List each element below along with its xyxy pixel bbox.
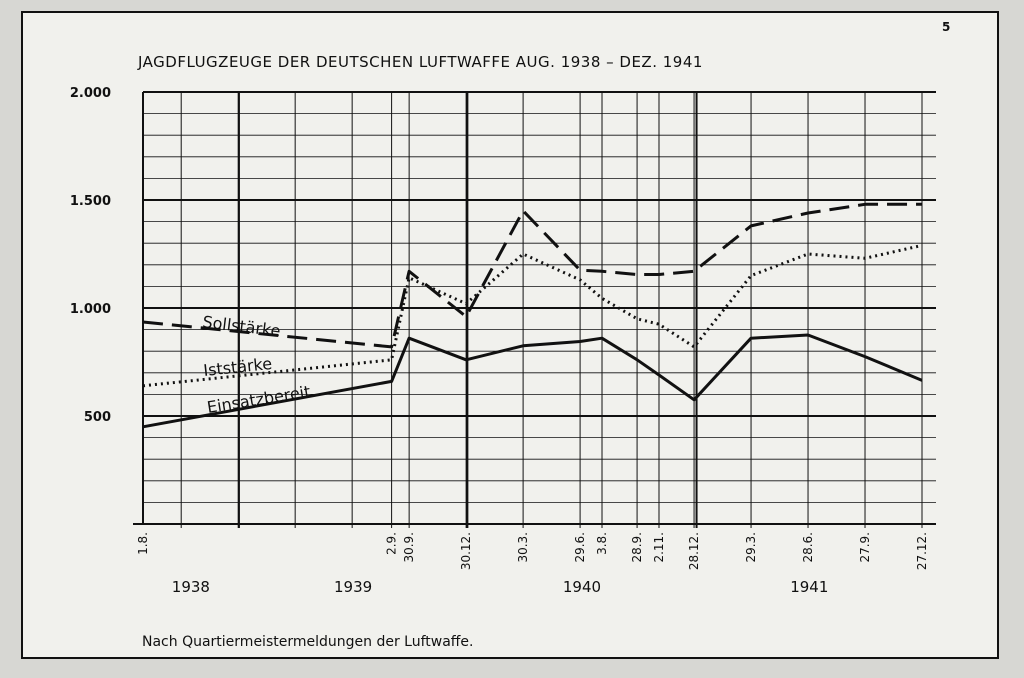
- label-sollstaerke: Sollstärke: [201, 312, 282, 341]
- x-tick-label: 28.9.: [630, 532, 645, 563]
- page-number: 5: [942, 20, 951, 34]
- x-tick-label: 30.3.: [516, 532, 531, 563]
- x-tick-label: 27.9.: [858, 532, 873, 563]
- x-tick-label: 2.9.: [384, 532, 399, 555]
- year-label: 1939: [333, 578, 373, 596]
- chart-title: JAGDFLUGZEUGE DER DEUTSCHEN LUFTWAFFE AUG. 1938 – DEZ. 1941: [138, 53, 703, 71]
- x-tick-label: 28.6.: [801, 532, 816, 563]
- x-tick-label: 28.12.: [687, 532, 702, 571]
- x-tick-label: 2.11.: [651, 532, 666, 563]
- y-tick-label: 1.000: [69, 302, 111, 317]
- x-tick-label: 29.3.: [744, 532, 759, 563]
- x-tick-label: 30.12.: [459, 532, 474, 571]
- year-label: 1938: [171, 578, 210, 596]
- x-tick-label: 3.8.: [595, 532, 610, 555]
- x-tick-label: 30.9.: [402, 532, 417, 563]
- y-tick-label: 1.500: [69, 194, 111, 209]
- year-label: 1940: [562, 578, 602, 596]
- chart-frame: [22, 12, 998, 658]
- x-tick-label: 27.12.: [915, 532, 929, 571]
- x-tick-label: 1.8.: [136, 532, 150, 555]
- year-label: 1941: [790, 578, 829, 596]
- y-tick-label: 2.000: [69, 86, 111, 101]
- label-einsatzbereit: Einsatzbereit: [205, 381, 312, 417]
- x-tick-label: 29.6.: [573, 532, 588, 563]
- label-iststaerke: Iststärke: [202, 353, 273, 380]
- source-note: Nach Quartiermeistermeldungen der Luftwaffe.: [142, 634, 474, 650]
- y-tick-label: 500: [83, 410, 111, 425]
